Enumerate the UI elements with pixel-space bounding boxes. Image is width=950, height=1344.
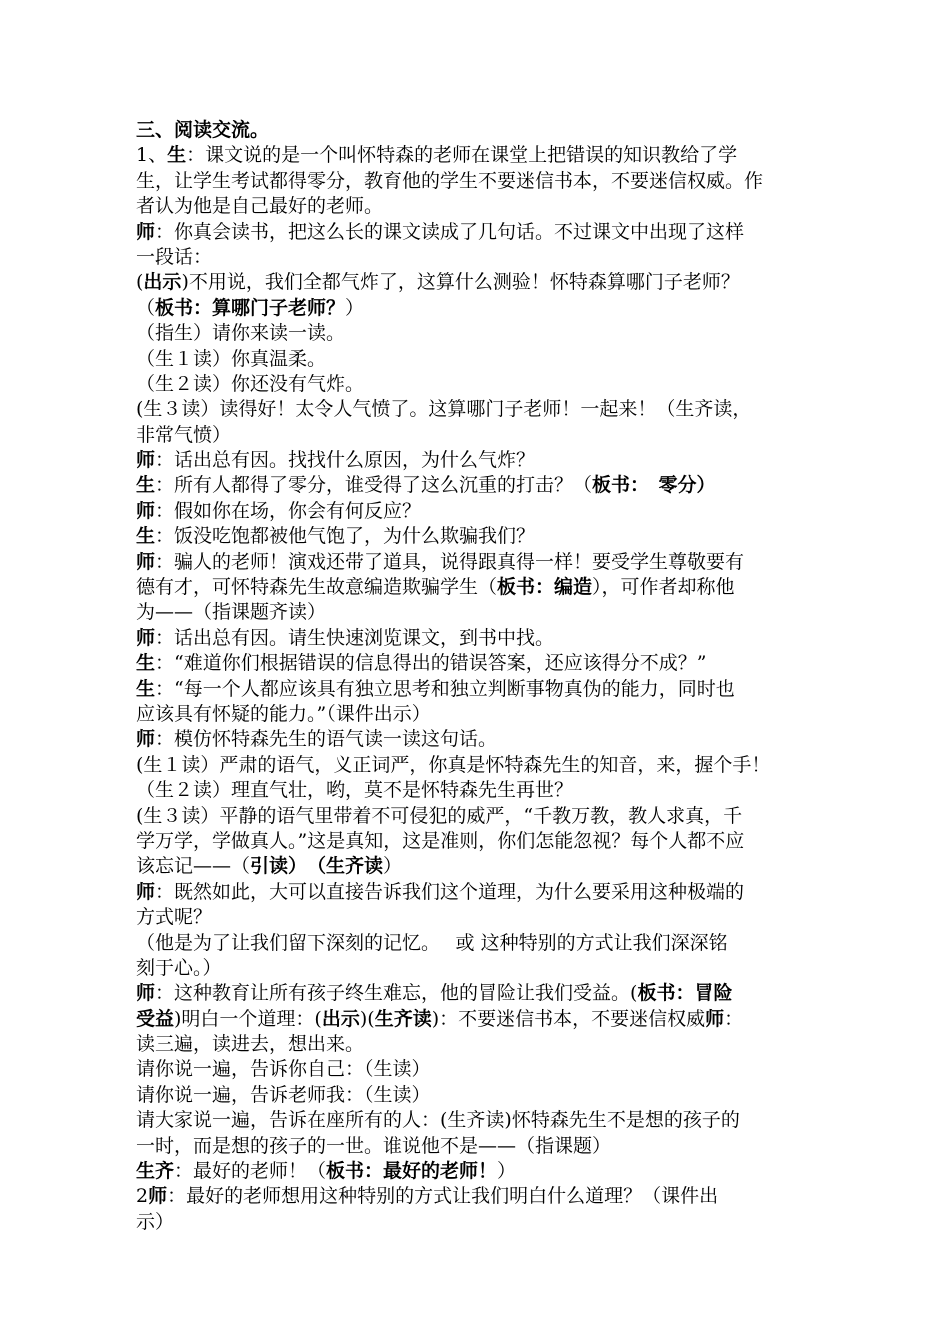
text-segment: )：不要迷信书本，不要迷信权威 <box>431 1007 706 1030</box>
text-segment: 学万学，学做真人。”这是真知，这是准则，你们怎能忽视？每个人都不应 <box>136 829 745 852</box>
bold-text-segment: 受益 <box>136 1007 175 1030</box>
text-segment: )( <box>359 1007 375 1030</box>
bold-text-segment: 师 <box>136 550 156 573</box>
text-line <box>136 575 846 600</box>
bold-text-segment: 生齐读 <box>374 1007 432 1030</box>
text-line <box>136 347 846 372</box>
document-body <box>136 143 846 1235</box>
text-line <box>136 1159 846 1184</box>
text-line <box>136 296 846 321</box>
text-segment: ：假如你在场，你会有何反应？ <box>155 499 422 522</box>
text-segment: )明白一个道理：( <box>174 1007 322 1030</box>
bold-text-segment: 师 <box>136 880 156 903</box>
text-segment: ：课文说的是一个叫怀特森的老师在课堂上把错误的知识教给了学 <box>186 144 738 167</box>
text-line <box>136 829 846 854</box>
bold-text-segment: 生 <box>136 525 156 548</box>
text-line <box>136 1184 846 1209</box>
text-segment: 1、 <box>136 144 168 167</box>
text-segment: 请你说一遍，告诉你自己：（生读） <box>136 1058 431 1081</box>
text-segment: ） <box>345 296 365 319</box>
bold-text-segment: 板书：最好的老师！ <box>326 1160 498 1183</box>
text-segment: ） <box>383 855 403 878</box>
text-line <box>136 651 846 676</box>
text-segment: ） <box>497 1160 517 1183</box>
text-line <box>136 1083 846 1108</box>
text-segment: ：这种教育让所有孩子终生难忘，他的冒险让我们受益。( <box>155 982 638 1005</box>
text-segment: ：话出总有因。找找什么原因，为什么气炸？ <box>155 449 536 472</box>
text-segment: 一时，而是想的孩子的一世。谁说他不是——（指课题） <box>136 1134 612 1157</box>
bold-text-segment: 出示 <box>321 1007 360 1030</box>
text-segment: 应该具有怀疑的能力。”（课件出示） <box>136 702 431 725</box>
text-segment: 生，让学生考试都得零分，教育他的学生不要迷信书本，不要迷信权威。作 <box>136 169 764 192</box>
text-segment: ：“每一个人都应该具有独立思考和独立判断事物真伪的能力，同时也 <box>155 677 735 700</box>
text-line <box>136 956 846 981</box>
text-line <box>136 1108 846 1133</box>
text-segment: 者认为他是自己最好的老师。 <box>136 195 384 218</box>
bold-text-segment: 板书： 零分） <box>592 474 716 497</box>
text-segment: 请大家说一遍，告诉在座所有的人：(生齐读)怀特森先生不是想的孩子的 <box>136 1109 740 1132</box>
text-line <box>136 1032 846 1057</box>
bold-text-segment: 师 <box>136 499 156 522</box>
text-line <box>136 245 846 270</box>
text-line <box>136 1210 846 1235</box>
text-segment: （他是为了让我们留下深刻的记忆。 或 这种特别的方式让我们深深铭 <box>136 931 728 954</box>
text-line <box>136 600 846 625</box>
bold-text-segment: 师 <box>136 728 156 751</box>
text-line <box>136 626 846 651</box>
text-segment: 刻于心。） <box>136 956 222 979</box>
text-line <box>136 854 846 879</box>
text-line <box>136 550 846 575</box>
text-line <box>136 321 846 346</box>
bold-text-segment: 生 <box>136 652 156 675</box>
bold-text-segment: 生 <box>167 144 187 167</box>
text-line <box>136 524 846 549</box>
text-segment: ：话出总有因。请生快速浏览课文，到书中找。 <box>155 626 555 649</box>
text-segment: (生１读）严肃的语气，义正词严，你真是怀特森先生的知音，来，握个手！ <box>136 753 771 776</box>
text-line <box>136 1134 846 1159</box>
text-segment: 非常气愤） <box>136 423 232 446</box>
text-segment: 示） <box>136 1210 175 1233</box>
bold-text-segment: 生 <box>136 474 156 497</box>
text-line <box>136 753 846 778</box>
text-segment: 2 <box>136 1185 149 1208</box>
section-heading: 三、阅读交流。 <box>136 119 270 141</box>
text-segment: 为——（指课题齐读） <box>136 601 327 624</box>
text-line <box>136 499 846 524</box>
bold-text-segment: 板书：算哪门子老师？ <box>155 296 346 319</box>
text-line <box>136 702 846 727</box>
document-page <box>136 118 846 1235</box>
text-segment: ：模仿怀特森先生的语气读一读这句话。 <box>155 728 498 751</box>
bold-text-segment: 师 <box>136 626 156 649</box>
text-line <box>136 423 846 448</box>
text-segment: （ <box>136 296 156 319</box>
text-segment: ：你真会读书，把这么长的课文读成了几句话。不过课文中出现了这样 <box>155 220 745 243</box>
text-segment: )不用说，我们全都气炸了，这算什么测验！怀特森算哪门子老师？ <box>181 271 740 294</box>
text-line <box>136 727 846 752</box>
bold-text-segment: 师 <box>148 1185 168 1208</box>
text-segment: 德有才，可怀特森先生故意编造欺骗学生（ <box>136 576 498 599</box>
text-segment: ：所有人都得了零分，谁受得了这么沉重的打击？（ <box>155 474 593 497</box>
text-line <box>136 448 846 473</box>
bold-text-segment: 出示 <box>143 271 182 294</box>
text-segment: （生２读）理直气壮，哟，莫不是怀特森先生再世？ <box>136 779 574 802</box>
text-line <box>136 804 846 829</box>
text-segment: （指生）请你来读一读。 <box>136 322 346 345</box>
text-segment: 请你说一遍，告诉老师我：（生读） <box>136 1083 431 1106</box>
text-segment: (生３读）平静的语气里带着不可侵犯的威严，“千教万教，教人求真，千 <box>136 804 743 827</box>
bold-text-segment: 师 <box>705 1007 725 1030</box>
text-segment: ( <box>136 271 144 294</box>
bold-text-segment: 板书：编造 <box>497 576 593 599</box>
text-line <box>136 397 846 422</box>
bold-text-segment: 师 <box>136 982 156 1005</box>
text-line <box>136 981 846 1006</box>
text-segment: 该忘记——（ <box>136 855 251 878</box>
text-segment: （生１读）你真温柔。 <box>136 347 327 370</box>
text-segment: ：最好的老师想用这种特别的方式让我们明白什么道理？（课件出 <box>167 1185 719 1208</box>
text-segment: ），可作者却称他 <box>592 576 735 599</box>
text-segment: ：最好的老师！（ <box>174 1160 327 1183</box>
text-line <box>136 1057 846 1082</box>
bold-text-segment: 师 <box>136 220 156 243</box>
text-line <box>136 880 846 905</box>
text-segment: (生３读）读得好！太令人气愤了。这算哪门子老师！一起来！（生齐读， <box>136 398 752 421</box>
text-segment: ：既然如此，大可以直接告诉我们这个道理，为什么要采用这种极端的 <box>155 880 745 903</box>
text-segment: 方式呢？ <box>136 906 213 929</box>
text-line <box>136 905 846 930</box>
text-line <box>136 194 846 219</box>
text-line <box>136 270 846 295</box>
text-line <box>136 1007 846 1032</box>
text-segment: ：饭没吃饱都被他气饱了，为什么欺骗我们？ <box>155 525 536 548</box>
text-line <box>136 677 846 702</box>
text-line <box>136 143 846 168</box>
bold-text-segment: 生齐 <box>136 1160 175 1183</box>
text-segment: ：“难道你们根据错误的信息得出的错误答案，还应该得分不成？” <box>155 652 707 675</box>
text-line <box>136 169 846 194</box>
text-line <box>136 372 846 397</box>
text-segment: 一段话： <box>136 245 213 268</box>
text-line <box>136 778 846 803</box>
text-segment: ： <box>724 1007 744 1030</box>
text-segment: 读三遍，读进去，想出来。 <box>136 1033 365 1056</box>
bold-text-segment: 师 <box>136 449 156 472</box>
text-line <box>136 220 846 245</box>
bold-text-segment: 引读） （生齐读 <box>250 855 384 878</box>
text-line <box>136 931 846 956</box>
bold-text-segment: 生 <box>136 677 156 700</box>
text-line <box>136 473 846 498</box>
text-segment: （生２读）你还没有气炸。 <box>136 372 365 395</box>
bold-text-segment: 板书：冒险 <box>637 982 733 1005</box>
text-segment: ：骗人的老师！演戏还带了道具，说得跟真得一样！要受学生尊敬要有 <box>155 550 745 573</box>
